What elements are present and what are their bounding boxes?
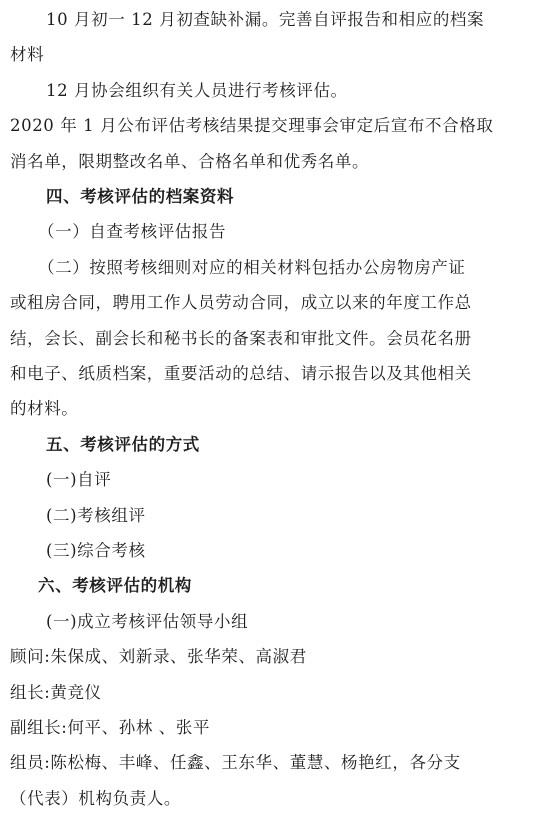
item-6-1: (一)成立考核评估领导小组 [46, 611, 249, 631]
section-heading-4: 四、考核评估的档案资料 [46, 187, 235, 206]
paragraph-schedule-oct-dec-cont: 材料 [10, 45, 45, 65]
item-4-2-cont-1: 或租房合同，聘用工作人员劳动合同，成立以来的年度工作总 [10, 293, 472, 313]
item-4-1: （一）自查考核评估报告 [38, 222, 227, 242]
item-4-2: （二）按照考核细则对应的相关材料包括办公房物房产证 [38, 257, 466, 277]
item-5-1: (一)自评 [46, 470, 112, 490]
members-line-cont: （代表）机构负责人。 [10, 788, 181, 808]
deputy-leader-line: 副组长:何平、孙林 、张平 [10, 718, 211, 737]
item-5-2: (二)考核组评 [46, 505, 146, 525]
paragraph-schedule-2020-cont: 消名单，限期整改名单、合格名单和优秀名单。 [10, 151, 370, 171]
item-4-2-cont-2: 结，会长、副会长和秘书长的备案表和审批文件。会员花名册 [10, 328, 472, 348]
section-heading-5: 五、考核评估的方式 [46, 434, 200, 454]
item-5-3: (三)综合考核 [46, 541, 146, 560]
section-heading-6: 六、考核评估的机构 [38, 576, 192, 596]
paragraph-schedule-oct-dec: 10 月初一 12 月初查缺补漏。完善自评报告和相应的档案 [46, 10, 485, 29]
members-line: 组员:陈松梅、丰峰、任鑫、王东华、董慧、杨艳红，各分支 [10, 753, 461, 773]
paragraph-schedule-2020: 2020 年 1 月公布评估考核结果提交理事会审定后宣布不合格取 [10, 116, 494, 136]
advisors-line: 顾问:朱保成、刘新录、张华荣、高淑君 [10, 647, 307, 667]
item-4-2-cont-3: 和电子、纸质档案，重要活动的总结、请示报告以及其他相关 [10, 364, 472, 383]
leader-line: 组长:黄竞仪 [10, 682, 102, 702]
item-4-2-cont-4: 的材料。 [10, 399, 79, 419]
paragraph-schedule-dec: 12 月协会组织有关人员进行考核评估。 [46, 80, 348, 100]
